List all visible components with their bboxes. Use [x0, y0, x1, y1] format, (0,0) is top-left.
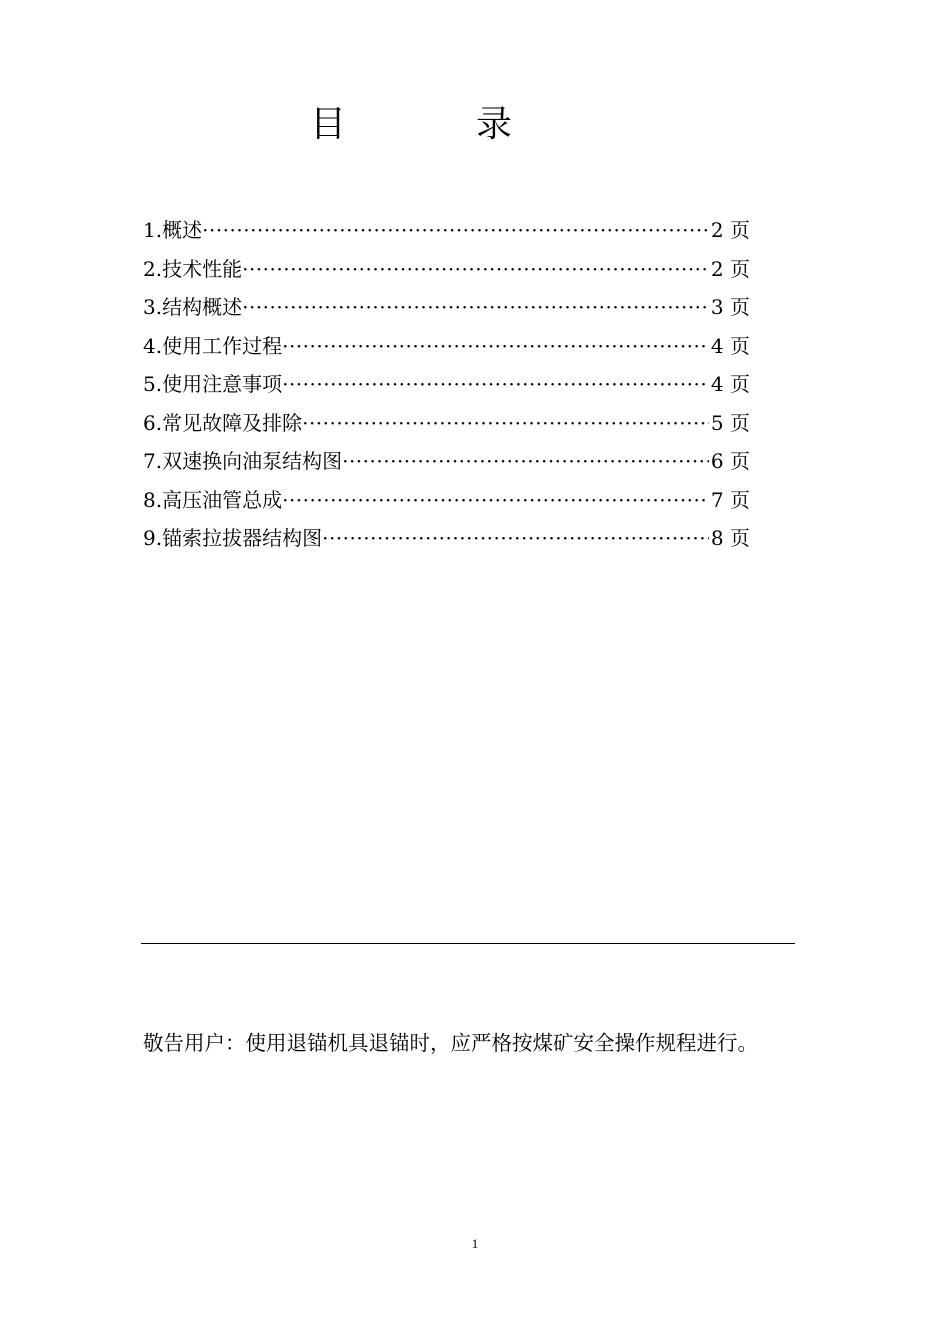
toc-item-number: 5. — [143, 372, 163, 396]
toc-item-3[interactable] — [143, 288, 750, 327]
toc-item-page: 8 页 — [710, 526, 750, 550]
toc-item-page: 5 页 — [710, 410, 750, 435]
toc-item-label: 使用工作过程 — [162, 333, 283, 358]
toc-item-page: 2 页 — [710, 218, 750, 242]
title-char-1: 目 — [310, 104, 347, 145]
toc-item-number: 1. — [143, 218, 163, 242]
toc-item-page: 4 页 — [710, 372, 750, 396]
toc-item-label: 使用注意事项 — [162, 372, 283, 396]
toc-item-label: 锚索拉拔器结构图 — [162, 526, 323, 550]
toc-item-label: 双速换向油泵结构图 — [162, 449, 343, 473]
toc-item-number: 9. — [143, 526, 163, 550]
toc-item-6[interactable] — [143, 404, 750, 443]
user-notice: 敬告用户：使用退锚机具退锚时，应严格按煤矿安全操作规程进行。 — [143, 1031, 758, 1055]
toc-item-number: 4. — [143, 333, 163, 358]
toc-item-label: 高压油管总成 — [162, 487, 283, 512]
toc-item-page: 4 页 — [710, 333, 750, 358]
table-of-contents — [143, 211, 750, 558]
page-title — [0, 100, 950, 150]
toc-item-label: 结构概述 — [162, 295, 243, 319]
toc-dot-leader — [342, 442, 709, 481]
divider-line — [141, 943, 795, 944]
toc-dot-leader — [302, 404, 709, 443]
toc-item-5[interactable] — [143, 365, 750, 404]
toc-dot-leader — [202, 211, 709, 250]
toc-item-label: 技术性能 — [162, 256, 243, 281]
toc-item-number: 3. — [143, 295, 163, 319]
toc-dot-leader — [242, 288, 709, 327]
toc-item-label: 常见故障及排除 — [162, 410, 303, 435]
toc-item-9[interactable] — [143, 519, 750, 558]
toc-item-number: 6. — [143, 410, 163, 435]
page-number: 1 — [471, 1236, 479, 1251]
toc-item-number: 8. — [143, 487, 163, 512]
toc-dot-leader — [282, 481, 709, 520]
toc-item-page: 2 页 — [710, 256, 750, 281]
toc-item-1[interactable] — [143, 211, 750, 250]
toc-item-number: 2. — [143, 256, 163, 281]
toc-item-label: 概述 — [162, 218, 203, 242]
toc-item-page: 7 页 — [710, 487, 750, 512]
toc-dot-leader — [242, 250, 709, 289]
toc-item-page: 6 页 — [710, 449, 750, 473]
toc-item-4[interactable] — [143, 327, 750, 366]
toc-item-7[interactable] — [143, 442, 750, 481]
title-char-2: 录 — [476, 104, 513, 145]
toc-item-8[interactable] — [143, 481, 750, 520]
toc-dot-leader — [282, 327, 709, 366]
toc-item-page: 3 页 — [710, 295, 750, 319]
toc-dot-leader — [282, 365, 709, 404]
toc-dot-leader — [322, 519, 709, 558]
toc-item-2[interactable] — [143, 250, 750, 289]
toc-item-number: 7. — [143, 449, 163, 473]
